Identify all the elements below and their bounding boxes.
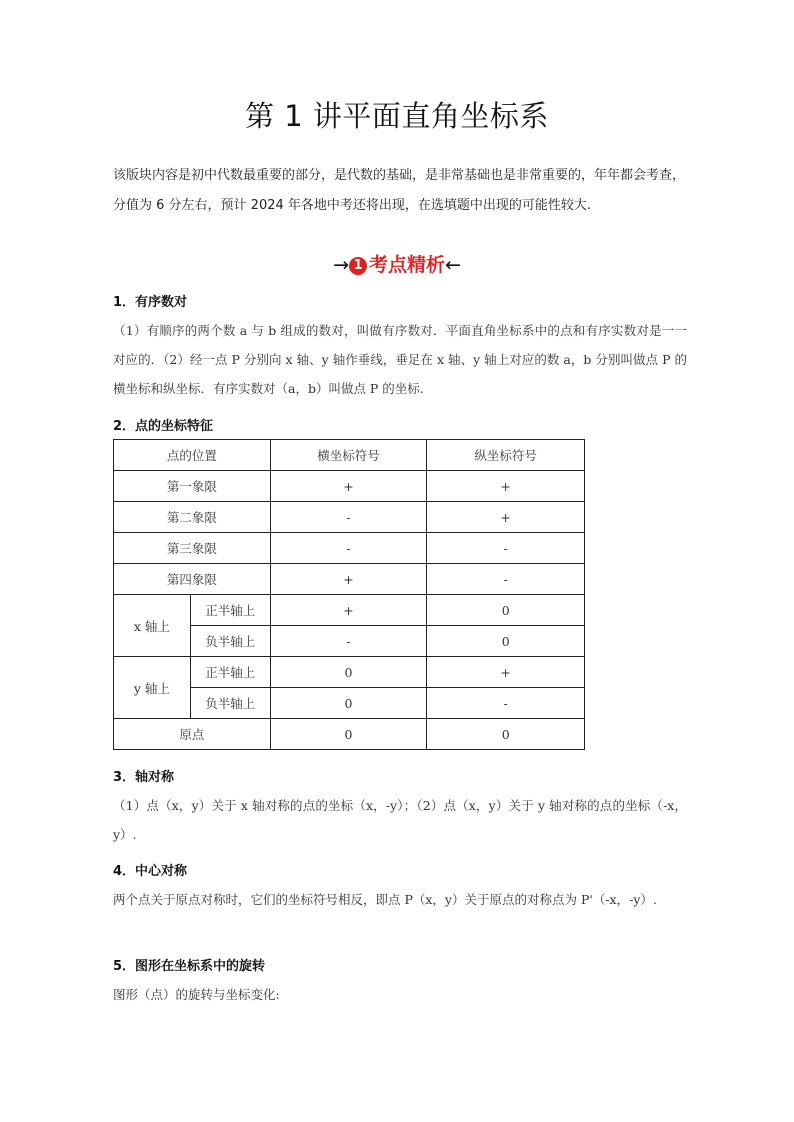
table-row bbox=[114, 471, 585, 502]
y-sign-cell: + bbox=[427, 471, 585, 502]
x-sign-cell: + bbox=[270, 471, 427, 502]
right-arrow-icon: → bbox=[333, 254, 349, 276]
coordinate-sign-table bbox=[113, 439, 585, 750]
table-row bbox=[114, 595, 585, 626]
x-sign-cell: 0 bbox=[270, 688, 427, 719]
y-sign-cell: 0 bbox=[427, 719, 585, 750]
heading-rotation: 5．图形在坐标系中的旋转 bbox=[113, 959, 266, 974]
header-y-sign: 纵坐标符号 bbox=[427, 440, 585, 471]
header-position: 点的位置 bbox=[114, 440, 271, 471]
row-label: 第四象限 bbox=[114, 564, 271, 595]
x-axis-group-label: x 轴上 bbox=[114, 595, 191, 657]
row-label: 正半轴上 bbox=[190, 657, 270, 688]
row-label: 负半轴上 bbox=[190, 626, 270, 657]
row-label: 正半轴上 bbox=[190, 595, 270, 626]
ordered-pair-paragraph: （1）有顺序的两个数 a 与 b 组成的数对，叫做有序数对．平面直角坐标系中的点和有序实数对是一一对应的．（2）经一点 P 分别向 x 轴、y 轴作垂线，垂足在 x 轴、y 轴上对应的数 a，b 分别叫做点 P 的横坐标和纵坐标．有序实数对（a，b）叫做点 P 的坐标. bbox=[113, 323, 687, 396]
y-sign-cell: - bbox=[427, 688, 585, 719]
table-row bbox=[114, 564, 585, 595]
y-sign-cell: - bbox=[427, 533, 585, 564]
y-sign-cell: + bbox=[427, 657, 585, 688]
row-label: 负半轴上 bbox=[190, 688, 270, 719]
row-label: 第二象限 bbox=[114, 502, 271, 533]
heading-axial-symmetry: 3．轴对称 bbox=[113, 770, 175, 785]
y-sign-cell: - bbox=[427, 564, 585, 595]
rotation-paragraph: 图形（点）的旋转与坐标变化: bbox=[113, 987, 280, 1002]
banner-text: 考点精析 bbox=[368, 254, 445, 276]
central-symmetry-paragraph: 两个点关于原点对称时，它们的坐标符号相反，即点 P（x，y）关于原点的对称点为 P'（-x，-y）. bbox=[113, 892, 657, 907]
heading-central-symmetry: 4．中心对称 bbox=[113, 864, 188, 879]
table-row bbox=[114, 657, 585, 688]
y-axis-group-label: y 轴上 bbox=[114, 657, 191, 719]
row-label: 第一象限 bbox=[114, 471, 271, 502]
table-header-row bbox=[114, 440, 585, 471]
x-sign-cell: - bbox=[270, 626, 427, 657]
x-sign-cell: + bbox=[270, 564, 427, 595]
table-row bbox=[114, 502, 585, 533]
x-sign-cell: 0 bbox=[270, 719, 427, 750]
y-sign-cell: 0 bbox=[427, 626, 585, 657]
number-one-badge: 1 bbox=[349, 257, 367, 275]
x-sign-cell: - bbox=[270, 533, 427, 564]
axial-symmetry-paragraph: （1）点（x，y）关于 x 轴对称的点的坐标（x，-y）；（2）点（x，y）关于 y 轴对称的点的坐标（-x，y）. bbox=[113, 798, 687, 842]
header-x-sign: 横坐标符号 bbox=[270, 440, 427, 471]
y-sign-cell: + bbox=[427, 502, 585, 533]
heading-coordinate-features: 2．点的坐标特征 bbox=[113, 419, 214, 434]
x-sign-cell: + bbox=[270, 595, 427, 626]
y-sign-cell: 0 bbox=[427, 595, 585, 626]
intro-paragraph: 该版块内容是初中代数最重要的部分，是代数的基础，是非常基础也是非常重要的，年年都会考查，分值为 6 分左右，预计 2024 年各地中考还将出现，在选填题中出现的可能性较大. bbox=[113, 168, 686, 213]
x-sign-cell: - bbox=[270, 502, 427, 533]
table-row bbox=[114, 719, 585, 750]
row-label: 第三象限 bbox=[114, 533, 271, 564]
heading-ordered-pair: 1．有序数对 bbox=[113, 295, 188, 310]
table-row bbox=[114, 533, 585, 564]
page-title: 第 1 讲平面直角坐标系 bbox=[245, 99, 549, 133]
row-label: 原点 bbox=[114, 719, 271, 750]
section-banner bbox=[0, 250, 794, 280]
x-sign-cell: 0 bbox=[270, 657, 427, 688]
left-arrow-icon: ← bbox=[445, 254, 461, 276]
